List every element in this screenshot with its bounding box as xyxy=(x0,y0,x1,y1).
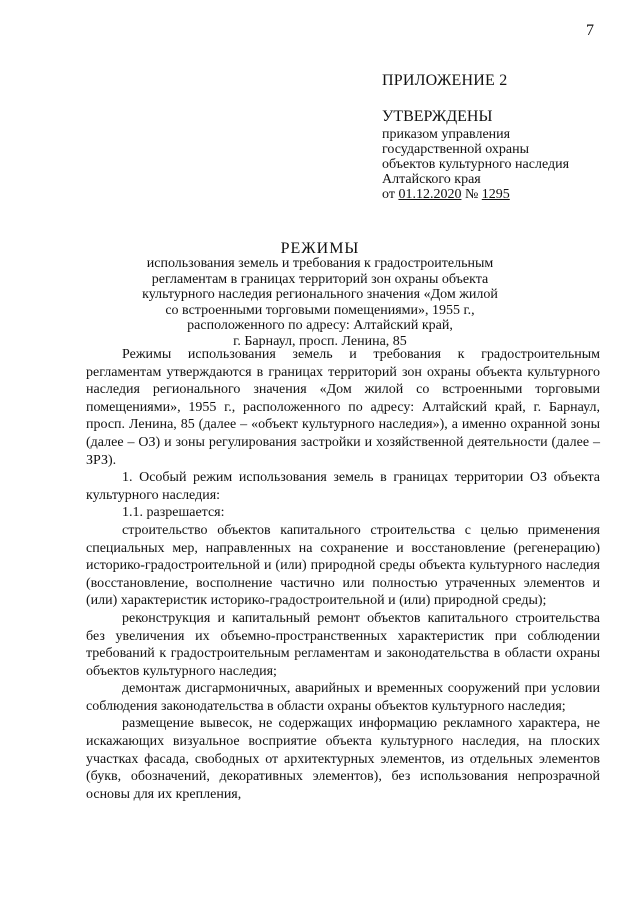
subtitle-line: регламентам в границах территорий зон охраны объекта xyxy=(151,271,489,287)
subtitle-line: расположенного по адресу: Алтайский край, xyxy=(187,318,453,333)
document-body xyxy=(86,346,600,803)
subtitle-line: культурного наследия регионального значения «Дом жилой xyxy=(142,287,498,302)
body-paragraph: реконструкция и капитальный ремонт объектов капитального строительства без увеличения их объемно-пространственных характеристик при соблюдении требований к градостроительным регламентам и законодательства в области охраны объектов культурного наследия; xyxy=(86,610,600,679)
approval-line: государственной охраны xyxy=(382,142,530,157)
date-prefix: от xyxy=(382,187,399,202)
subtitle-line: со встроенными торговыми помещениями», 1955 г., xyxy=(165,302,475,318)
approval-title: УТВЕРЖДЕНЫ xyxy=(382,108,493,125)
page-number: 7 xyxy=(586,22,594,39)
subtitle-line: г. Барнаул, просп. Ленина, 85 xyxy=(233,333,407,349)
body-paragraph: строительство объектов капитального строительства с целью применения специальных мер, направленных на сохранение и восстановление (регенерацию) историко-градостроительной и (или) природной среды объекта культурного наследия (восстановление, восполнение частично или полностью утраченных элементов и (или) характеристик историко-градостроительной и (или) природной среды); xyxy=(86,522,600,609)
body-paragraph: 1.1. разрешается: xyxy=(122,505,225,521)
body-paragraph: 1. Особый режим использования земель в границах территории ОЗ объекта культурного наследия: xyxy=(86,470,600,503)
approval-line: объектов культурного наследия xyxy=(382,157,570,172)
body-paragraph: демонтаж дисгармоничных, аварийных и временных сооружений при условии соблюдения законодательства в области охраны объектов культурного наследия; xyxy=(86,681,600,714)
number-prefix: № xyxy=(461,187,482,202)
document-subtitle xyxy=(88,256,552,349)
approval-date-line xyxy=(382,187,632,202)
subtitle-line: использования земель и требования к градостроительным xyxy=(146,256,494,271)
approval-block xyxy=(382,108,632,202)
body-paragraph: Режимы использования земель и требования к градостроительным регламентам утверждаются в границах территорий зон охраны объекта культурного наследия регионального значения «Дом жилой со встроенными торговыми помещениями», 1955 г., расположенного по адресу: Алтайский край, г. Барнаул, просп. Ленина, 85 (далее – «объект культурного наследия»), а именно охранной зоны (далее – ОЗ) и зоны регулирования застройки и хозяйственной деятельности (далее – ЗРЗ). xyxy=(86,347,600,468)
document-title: РЕЖИМЫ xyxy=(280,240,360,257)
body-paragraph: размещение вывесок, не содержащих информацию рекламного характера, не искажающих визуальное восприятие объекта культурного наследия, на плоских участках фасада, свободных от архитектурных элементов, из отдельных элементов (букв, обозначений, декоративных элементов), без использования непрозрачной основы для их крепления, xyxy=(86,716,600,802)
approval-date: 01.12.2020 xyxy=(398,187,462,202)
approval-line: приказом управления xyxy=(382,127,511,142)
appendix-label: ПРИЛОЖЕНИЕ 2 xyxy=(382,72,508,89)
approval-line: Алтайского края xyxy=(382,172,481,187)
approval-number: 1295 xyxy=(481,187,510,202)
